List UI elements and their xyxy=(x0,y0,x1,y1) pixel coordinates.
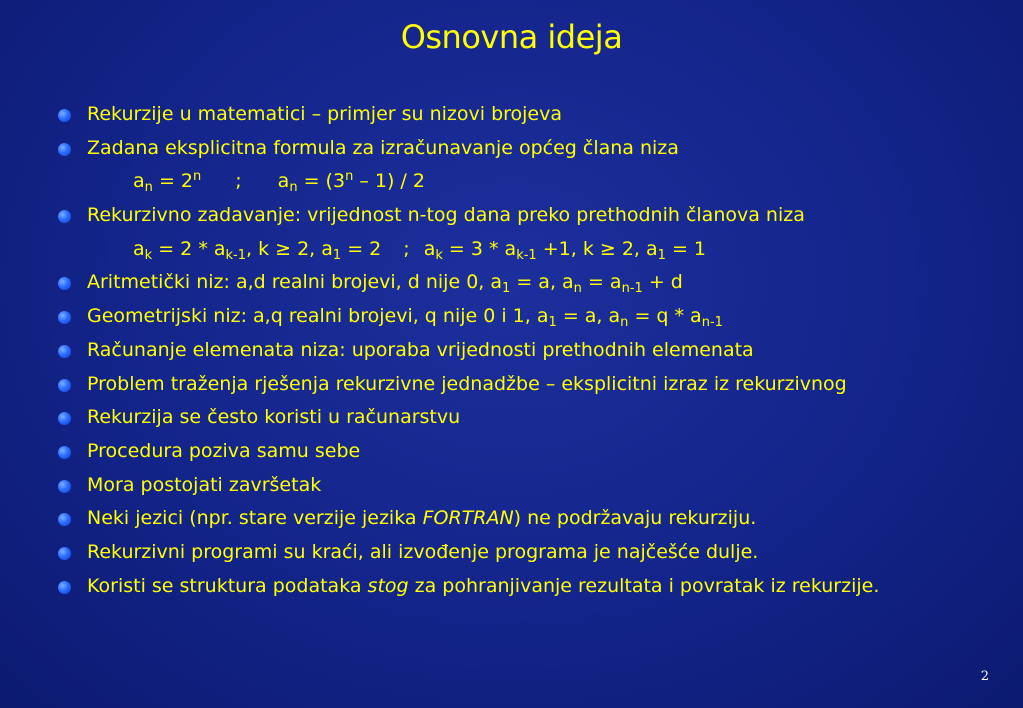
bullet-dot-icon xyxy=(58,513,71,526)
bullet-item xyxy=(58,132,1008,166)
bullet-text: Rekurzivni programi su kraći, ali izvođenje programa je najčešće dulje. xyxy=(87,540,759,563)
bullet-dot-icon xyxy=(58,345,71,358)
bullet-text: Aritmetički niz: a,d realni brojevi, d nije 0, a xyxy=(87,271,503,294)
bullet-dot-icon xyxy=(58,109,71,122)
bullet-item: Aritmetički niz: a,d realni brojevi, d nije 0, $a_1 = a$, $a_n = a_{n-1} + d$ xyxy=(58,266,1008,300)
bullet-text: Računanje elemenata niza: uporaba vrijednosti prethodnih elemenata xyxy=(87,338,754,361)
bullet-dot-icon xyxy=(58,547,71,560)
bullet-text: ) ne podržavaju rekurziju. xyxy=(513,507,757,530)
bullet-item xyxy=(58,469,1008,503)
bullet-text: Procedura poziva samu sebe xyxy=(87,439,361,462)
bullet-dot-icon xyxy=(58,379,71,392)
bullet-dot-icon xyxy=(58,581,71,594)
bullet-dot-icon xyxy=(58,277,71,290)
bullet-item: Geometrijski niz: a,q realni brojevi, q nije 0 i 1, $a_1 = a$, $a_n = q * a_{n-1}$ xyxy=(58,300,1008,334)
bullet-text: Koristi se struktura podataka xyxy=(87,574,368,597)
bullet-text: Geometrijski niz: a,q realni brojevi, q nije 0 i 1, a xyxy=(87,305,549,328)
bullet-item xyxy=(58,199,1008,233)
bullet-item xyxy=(58,401,1008,435)
bullet-text: za pohranjivanje rezultata i povratak iz rekurzije. xyxy=(408,574,880,597)
bullet-item xyxy=(58,536,1008,570)
bullet-item xyxy=(58,435,1008,469)
slide-content xyxy=(58,98,1008,603)
bullet-item xyxy=(58,98,1008,132)
bullet-text: Neki jezici (npr. stare verzije jezika xyxy=(87,507,423,530)
page-number: 2 xyxy=(980,669,989,684)
bullet-dot-icon xyxy=(58,446,71,459)
bullet-text: Problem traženja rješenja rekurzivne jednadžbe – eksplicitni izraz iz rekurzivnog xyxy=(87,372,847,395)
bullet-item xyxy=(58,368,1008,402)
bullet-text: Rekurzivno zadavanje: vrijednost n-tog dana preko prethodnih članova niza xyxy=(87,204,805,227)
bullet-item xyxy=(58,570,1008,604)
bullet-dot-icon xyxy=(58,480,71,493)
bullet-text: Rekurzija se često koristi u računarstvu xyxy=(87,406,461,429)
formula-recursive: $a_k = 2 * a_{k-1}$, k ≥ 2, $a_1 = 2$ ; $a_k = 3 * a_{k-1} +1$, k ≥ 2, $a_1 = 1$ xyxy=(133,237,707,263)
bullet-text-italic: FORTRAN xyxy=(422,507,514,530)
bullet-dot-icon xyxy=(58,412,71,425)
bullet-dot-icon xyxy=(58,311,71,324)
bullet-item xyxy=(58,334,1008,368)
bullet-dot-icon xyxy=(58,143,71,156)
bullet-text-italic: stog xyxy=(367,574,409,597)
formula-explicit: $a_n = 2^n$ ; $a_n = (3^n - 1) / 2$ xyxy=(133,169,425,196)
slide-title: Osnovna ideja xyxy=(400,18,623,56)
bullet-dot-icon xyxy=(58,210,71,223)
bullet-text: Mora postojati završetak xyxy=(87,473,322,496)
bullet-text: Zadana eksplicitna formula za izračunavanje općeg člana niza xyxy=(87,136,679,159)
bullet-item xyxy=(58,502,1008,536)
bullet-text: Rekurzije u matematici – primjer su nizovi brojeva xyxy=(87,103,562,125)
